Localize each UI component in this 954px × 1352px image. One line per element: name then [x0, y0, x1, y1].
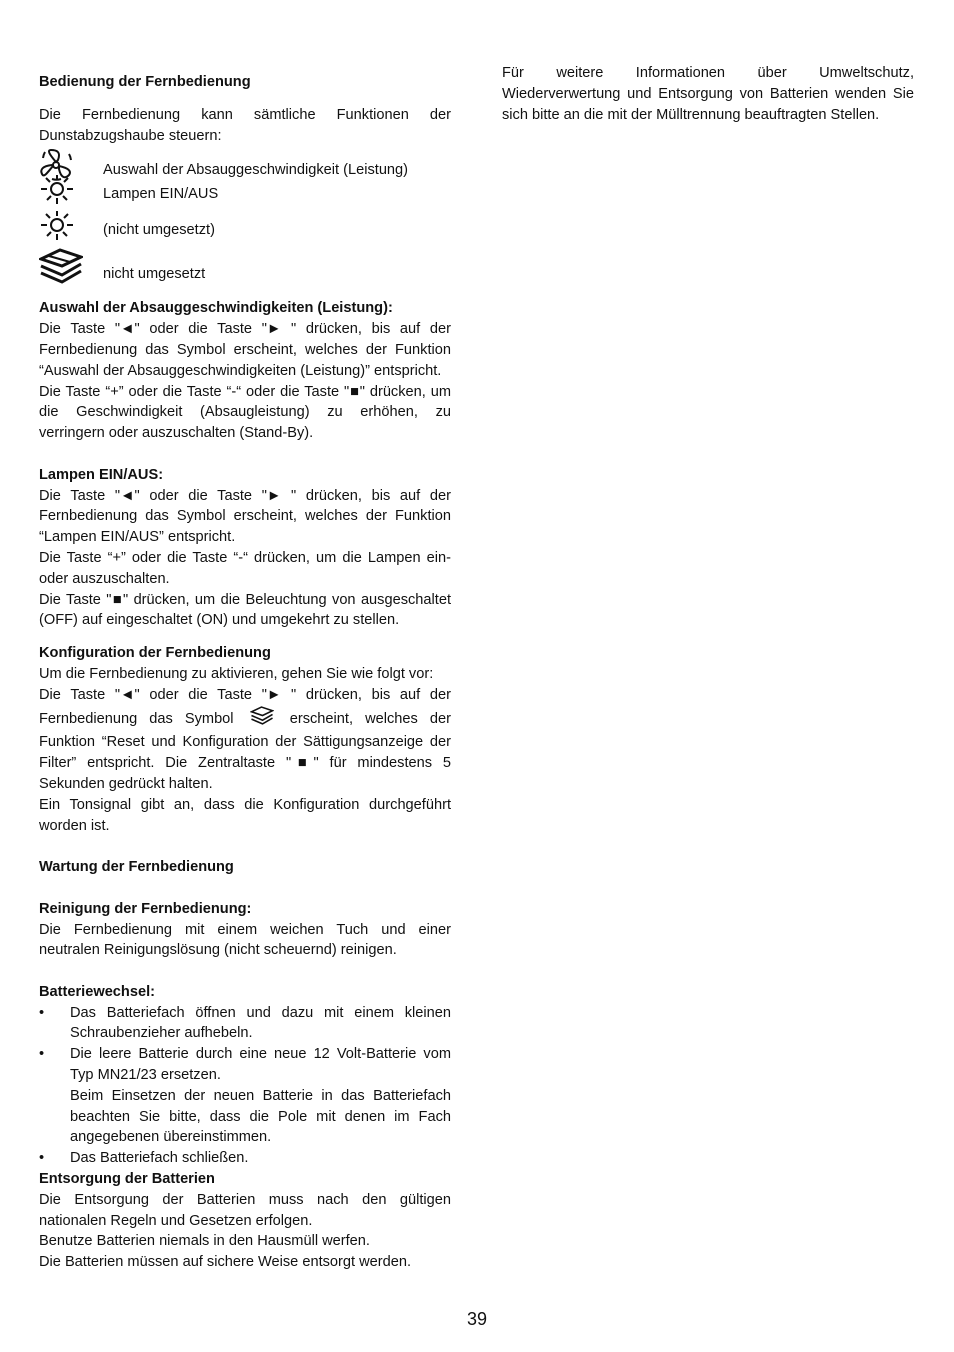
icon-label-fan: Auswahl der Absauggeschwindigkeit (Leistung)	[103, 162, 409, 179]
filter-icon	[250, 706, 274, 733]
right-column	[502, 63, 914, 125]
icon-label-filter: nicht umgesetzt	[103, 266, 206, 283]
page-number: 39	[466, 1309, 488, 1329]
config-heading: Konfiguration der Fernbedienung	[39, 645, 271, 662]
icon-row-lamp	[39, 174, 451, 206]
config-paragraph-1: Um die Fernbedienung zu aktivieren, gehen Sie wie folgt vor:	[39, 665, 434, 682]
config-paragraph-2-end: erscheint, welches der Funktion “Reset und Konfiguration der Sättigungsanzeige der Filter” entspricht. Die Zentraltaste "■" für mindestens 5 Sekunden gedrückt halten.	[39, 710, 451, 792]
icon-row-filter	[39, 248, 451, 286]
battery-heading: Batteriewechsel:	[39, 983, 155, 1000]
lamp-alt-icon	[39, 210, 103, 242]
list-item	[39, 1148, 451, 1169]
bullet: •	[39, 1004, 45, 1021]
maintenance-heading: Wartung der Fernbedienung	[39, 859, 234, 876]
lamp-icon	[39, 174, 103, 206]
config-paragraph-2-start: Die Taste "◄" oder die Taste "► " drücken, bis auf der Fernbedienung das Symbol	[39, 686, 451, 727]
list-item	[39, 1044, 451, 1148]
config-paragraph-2	[39, 685, 451, 795]
filter-icon	[39, 248, 103, 286]
battery-step-2-note: Beim Einsetzen der neuen Batterie in das Batteriefach beachten Sie bitte, dass die Pole mit denen im Fach angegebenen übereinstimmen.	[70, 1087, 451, 1146]
lamps-heading: Lampen EIN/AUS:	[39, 466, 164, 483]
battery-list	[39, 1003, 451, 1169]
speed-heading: Auswahl der Absauggeschwindigkeiten (Leistung):	[39, 300, 393, 317]
bullet: •	[39, 1046, 45, 1063]
icon-label-lamp: Lampen EIN/AUS	[103, 186, 219, 203]
disposal-heading: Entsorgung der Batterien	[39, 1171, 215, 1188]
cleaning-paragraph: Die Fernbedienung mit einem weichen Tuch und einer neutralen Reinigungslösung (nicht scheuernd) reinigen.	[39, 921, 451, 959]
bullet: •	[39, 1150, 45, 1167]
speed-paragraph-1: Die Taste "◄" oder die Taste "► " drücken, bis auf der Fernbedienung das Symbol erscheint, welches der Funktion “Auswahl der Absauggeschwindigkeiten (Leistung)” entspricht.	[39, 321, 451, 379]
disposal-paragraph-2: Benutze Batterien niemals in den Hausmüll werfen.	[39, 1233, 370, 1250]
icon-label-lamp-alt: (nicht umgesetzt)	[103, 222, 215, 239]
remote-heading: Bedienung der Fernbedienung	[39, 74, 251, 90]
battery-step-3: Das Batteriefach schließen.	[70, 1150, 249, 1167]
disposal-paragraph-1: Die Entsorgung der Batterien muss nach den gültigen nationalen Regeln und Gesetzen erfolgen.	[39, 1191, 451, 1229]
list-item	[39, 1003, 451, 1045]
lamps-paragraph-1: Die Taste "◄" oder die Taste "► " drücken, bis auf der Fernbedienung das Symbol erscheint, welches der Funktion “Lampen EIN/AUS” entspricht.	[39, 487, 451, 546]
disposal-paragraph-3: Die Batterien müssen auf sichere Weise entsorgt werden.	[39, 1254, 412, 1271]
environment-paragraph: Für weitere Informationen über Umweltschutz, Wiederverwertung und Entsorgung von Batterien wenden Sie sich bitte an die mit der Mülltrennung beauftragten Stellen.	[502, 65, 914, 123]
lamps-paragraph-2: Die Taste “+” oder die Taste “-“ drücken, um die Lampen ein- oder auszuschalten.	[39, 549, 451, 587]
battery-step-1: Das Batteriefach öffnen und dazu mit einem kleinen Schraubenzieher aufhebeln.	[70, 1004, 451, 1042]
cleaning-heading: Reinigung der Fernbedienung:	[39, 900, 252, 917]
icon-row-lamp-alt	[39, 210, 451, 242]
lamps-paragraph-3: Die Taste "■" drücken, um die Beleuchtung von ausgeschaltet (OFF) auf eingeschaltet (ON) und umgekehrt zu stellen.	[39, 591, 451, 629]
left-column	[39, 72, 451, 1273]
config-paragraph-3: Ein Tonsignal gibt an, dass die Konfiguration durchgeführt worden ist.	[39, 796, 451, 834]
speed-paragraph-2: Die Taste “+” oder die Taste “-“ oder die Taste "■" drücken, um die Geschwindigkeit (Absaugleistung) zu erhöhen, zu verringern oder auszuschalten (Stand-By).	[39, 383, 451, 442]
battery-step-2: Die leere Batterie durch eine neue 12 Volt-Batterie vom Typ MN21/23 ersetzen.	[70, 1046, 451, 1084]
remote-intro: Die Fernbedienung kann sämtliche Funktionen der Dunstabzugshaube steuern:	[39, 106, 451, 144]
